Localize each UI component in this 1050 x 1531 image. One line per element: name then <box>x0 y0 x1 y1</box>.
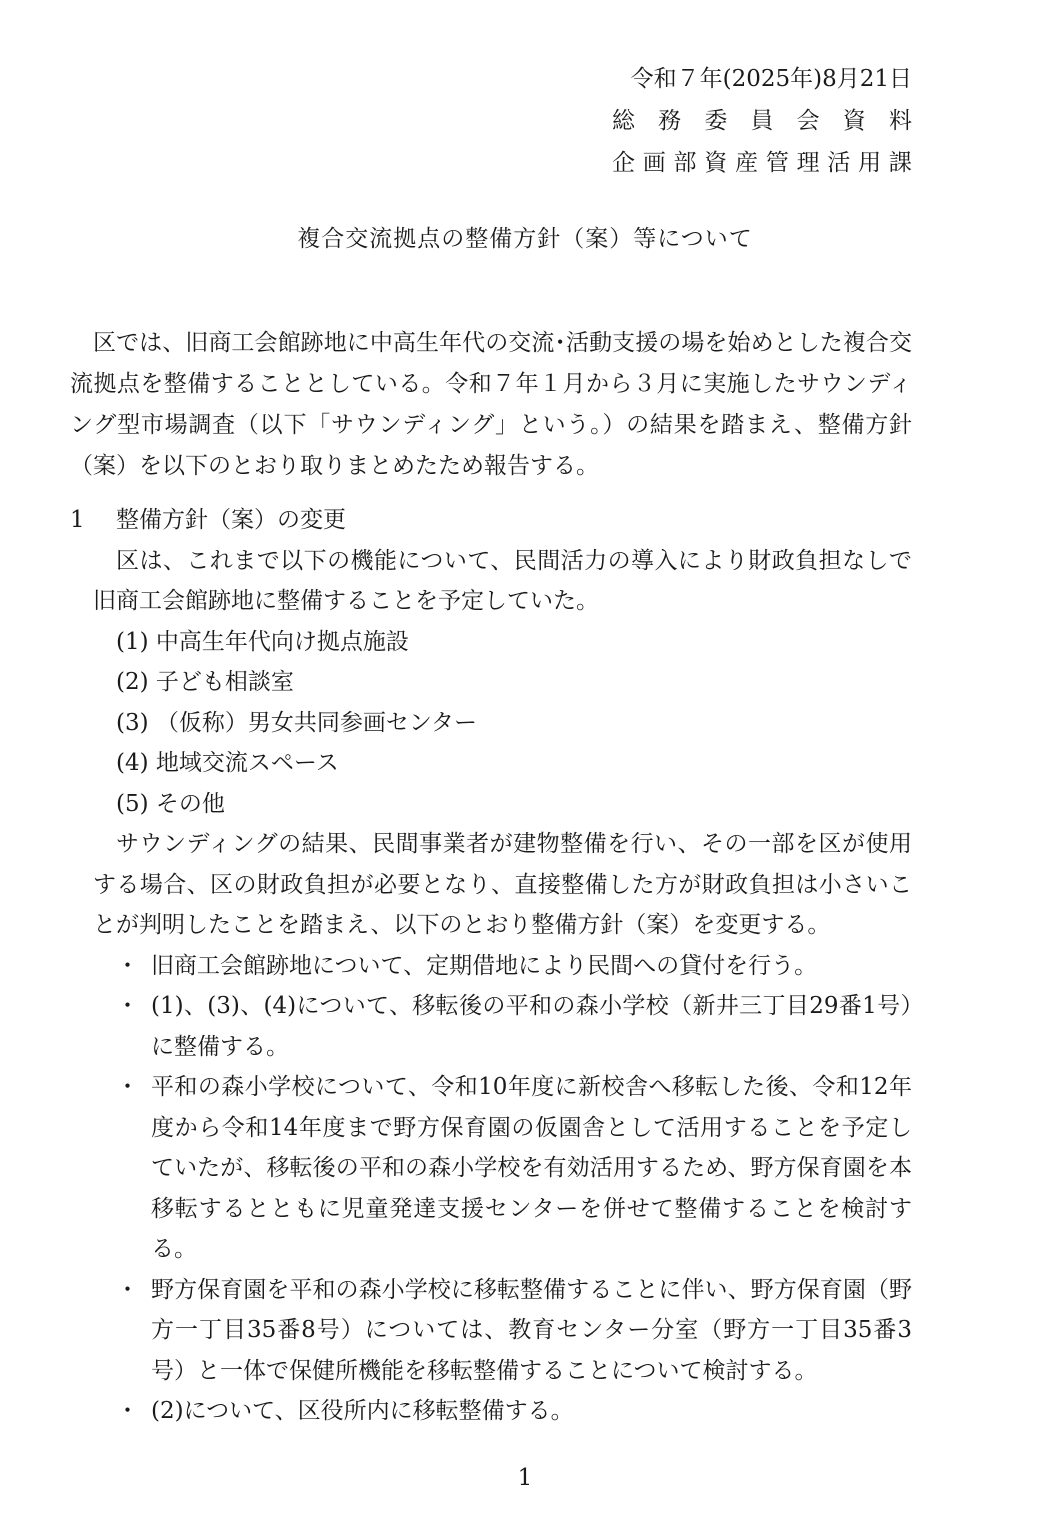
bullet-text: 野方保育園を平和の森小学校に移転整備することに伴い、野方保育園（野方一丁目35番8号）については、教育センター分室（野方一丁目35番3号）と一体で保健所機能を移転整備することについて検討する。 <box>151 1276 912 1384</box>
header-char: 課 <box>888 150 912 176</box>
bullet-item <box>116 946 912 987</box>
section-title: 整備方針（案）の変更 <box>116 507 346 533</box>
bullet-mark: ・ <box>116 952 139 979</box>
bullet-item <box>116 986 912 1067</box>
list-item: (3) （仮称）男女共同参画センター <box>116 709 477 736</box>
document-title: 複合交流拠点の整備方針（案）等について <box>297 226 753 252</box>
bullet-mark: ・ <box>116 1398 139 1424</box>
header-char: 料 <box>888 108 912 134</box>
header-char: 会 <box>796 108 820 134</box>
bullet-mark: ・ <box>116 1276 139 1303</box>
intro-paragraph: 区では、旧商工会館跡地に中高生年代の交流･活動支援の場を始めとした複合交流拠点を整備することとしている。令和７年１月から３月に実施したサウンディング型市場調査（以下「サウンディング」という。）の結果を踏まえ、整備方針（案）を以下のとおり取りまとめたため報告する。 <box>70 330 912 479</box>
header-char: 資 <box>842 108 866 134</box>
bullet-text: 旧商工会館跡地について、定期借地により民間への貸付を行う。 <box>151 952 818 979</box>
header-char: 務 <box>658 108 682 134</box>
header-char: 部 <box>673 150 697 176</box>
header-char: 管 <box>765 150 789 176</box>
list-item: (1) 中高生年代向け拠点施設 <box>116 628 409 655</box>
header-char: 用 <box>858 150 882 176</box>
section-paragraph-1: 区は、これまで以下の機能について、民間活力の導入により財政負担なしで旧商工会館跡地に整備することを予定していた。 <box>93 547 912 614</box>
bullet-item <box>116 1270 912 1392</box>
list-item: (4) 地域交流スペース <box>116 750 339 776</box>
header-char: 活 <box>827 150 851 176</box>
bullet-text: (1)、(3)、(4)について、移転後の平和の森小学校（新井三丁目29番1号）に整備する。 <box>151 993 912 1060</box>
header-char: 産 <box>735 150 759 176</box>
bullet-item <box>116 1391 912 1432</box>
policy-bullet-list <box>70 946 912 1432</box>
bullet-text: (2)について、区役所内に移転整備する。 <box>151 1398 574 1424</box>
list-item: (5) その他 <box>116 790 225 817</box>
header-char: 総 <box>612 108 635 134</box>
header-char: 員 <box>750 108 774 134</box>
document-type <box>612 100 912 142</box>
bullet-item <box>116 1067 912 1270</box>
bullet-text: 平和の森小学校について、令和10年度に新校舎へ移転した後、令和12年度から令和14年度まで野方保育園の仮園舎として活用することを予定していたが、移転後の平和の森小学校を有効活用するため、野方保育園を本移転するとともに児童発達支援センターを併せて整備することを検討する。 <box>151 1074 912 1262</box>
header-char: 資 <box>704 150 728 176</box>
list-item: (2) 子ども相談室 <box>116 669 294 695</box>
bullet-mark: ・ <box>116 1074 139 1100</box>
document-date: 令和７年(2025年)8月21日 <box>630 66 912 92</box>
document-header <box>612 58 912 184</box>
header-char: 委 <box>704 108 728 134</box>
section-number: 1 <box>70 507 85 533</box>
section-heading <box>70 500 912 541</box>
header-char: 理 <box>796 150 820 176</box>
function-list <box>70 622 912 825</box>
page-number: 1 <box>517 1465 533 1491</box>
header-char: 画 <box>642 150 666 176</box>
department-name <box>612 142 912 184</box>
section-1 <box>70 500 912 1432</box>
header-char: 企 <box>612 150 635 176</box>
section-paragraph-2: サウンディングの結果、民間事業者が建物整備を行い、その一部を区が使用する場合、区の財政負担が必要となり、直接整備した方が財政負担は小さいことが判明したことを踏まえ、以下のとおり整備方針（案）を変更する。 <box>93 831 912 938</box>
bullet-mark: ・ <box>116 993 139 1019</box>
